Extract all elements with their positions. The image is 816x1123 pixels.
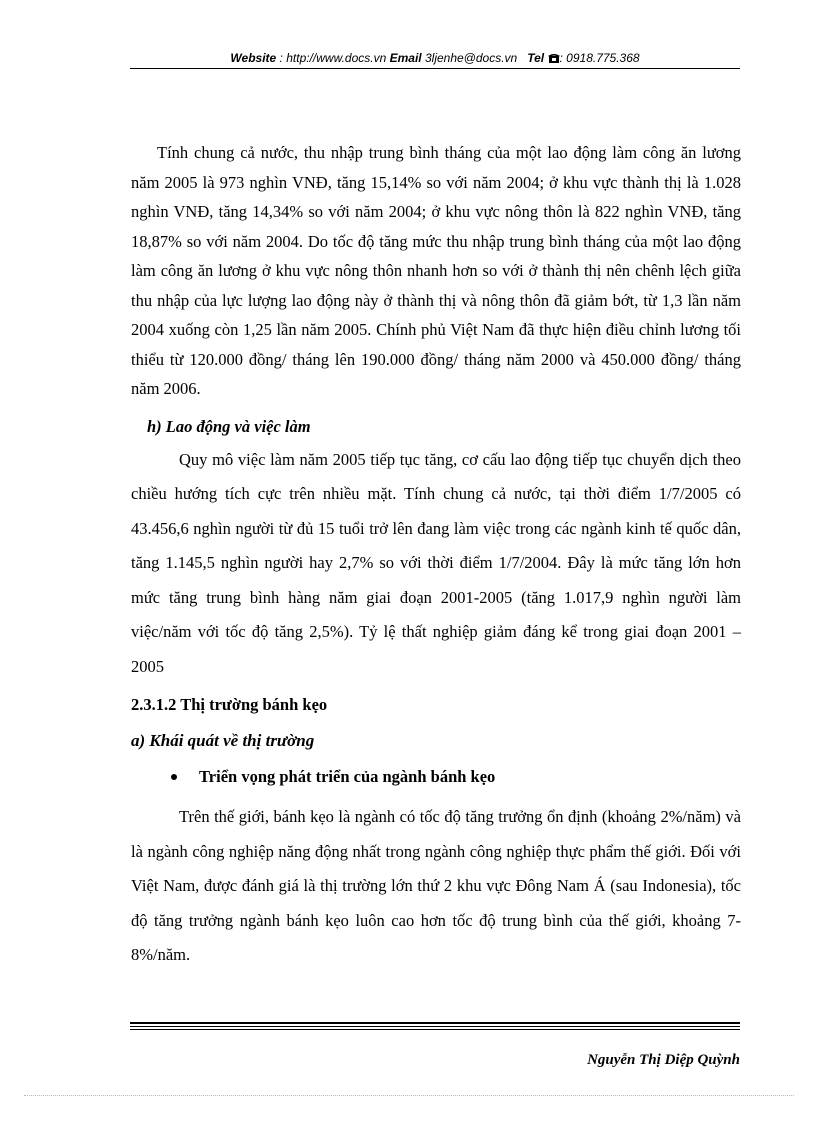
tel-label: Tel	[527, 51, 545, 65]
email-value[interactable]: 3ljenhe@docs.vn	[424, 51, 518, 65]
website-url[interactable]: http://www.docs.vn	[286, 51, 387, 65]
section-heading-candy-market: 2.3.1.2 Thị trường bánh kẹo	[131, 695, 328, 714]
heading-labor-employment: h) Lao động và việc làm	[147, 416, 311, 436]
footer-author: Nguyễn Thị Diệp Quỳnh	[587, 1052, 740, 1068]
paragraph-employment: Quy mô việc làm năm 2005 tiếp tục tăng, cơ cấu lao động tiếp tục chuyển dịch theo chiều hướng tích cực trên nhiều mặt. Tính chung cả nước, tại thời điểm 1/7/2005 có 43.456,6 nghìn người từ đủ 15 tuổi trở lên đang làm việc trong các ngành kinh tế quốc dân, tăng 1.145,5 nghìn người hay 2,7% so với thời điểm 1/7/2004. Đây là mức tăng lớn hơn mức tăng trung bình hàng năm giai đoạn 2001-2005 (tăng 1.017,9 nghìn người làm việc/năm với tốc độ tăng 2,5%). Tỷ lệ thất nghiệp giảm đáng kể trong giai đoạn 2001 – 2005	[131, 449, 741, 676]
bullet-dot-icon	[171, 774, 177, 780]
paragraph-industry-outlook: Trên thế giới, bánh kẹo là ngành có tốc độ tăng trưởng ổn định (khoảng 2%/năm) và là ngành công nghiệp năng động nhất trong ngành công nghiệp thực phẩm thế giới. Đối với Việt Nam, được đánh giá là thị trường lớn thứ 2 khu vực Đông Nam Á (sau Indonesia), tốc độ tăng trưởng ngành bánh kẹo luôn cao hơn tốc độ trung bình của thế giới, khoảng 7-8%/năm.	[131, 807, 741, 964]
bullet-text: Triển vọng phát triển của ngành bánh kẹo	[199, 767, 496, 786]
tel-value: : 0918.775.368	[559, 51, 640, 65]
email-label: Email	[389, 51, 422, 65]
subheading-market-overview: a) Khái quát về thị trường	[131, 731, 315, 750]
footer-rule-thin	[130, 1026, 740, 1027]
document-body	[131, 138, 741, 973]
website-label: Website	[230, 51, 277, 65]
header-rule	[130, 68, 740, 69]
footer-rule-thick	[130, 1022, 740, 1024]
page-edge	[24, 1095, 794, 1096]
bullet-item	[171, 760, 741, 794]
website-separator: :	[276, 51, 287, 65]
phone-icon	[548, 51, 560, 65]
paragraph-income: Tính chung cả nước, thu nhập trung bình tháng của một lao động làm công ăn lương năm 2005 là 973 nghìn VNĐ, tăng 15,14% so với năm 2004; ở khu vực thành thị là 1.028 nghìn VNĐ, tăng 14,34% so với năm 2004; ở khu vực nông thôn là 822 nghìn VNĐ, tăng 18,87% so với năm 2004. Do tốc độ tăng mức thu nhập trung bình tháng của một lao động làm công ăn lương ở khu vực nông thôn nhanh hơn so với ở thành thị nên chênh lệch giữa thu nhập của lực lượng lao động này ở thành thị và nông thôn đã giảm bớt, từ 1,3 lần năm 2004 xuống còn 1,25 lần năm 2005. Chính phủ Việt Nam đã thực hiện điều chỉnh lương tối thiểu từ 120.000 đồng/ tháng lên 190.000 đồng/ tháng năm 2000 và 450.000 đồng/ tháng năm 2006.	[131, 143, 741, 398]
page-header	[130, 48, 740, 68]
footer-rule-thin-2	[130, 1029, 740, 1030]
